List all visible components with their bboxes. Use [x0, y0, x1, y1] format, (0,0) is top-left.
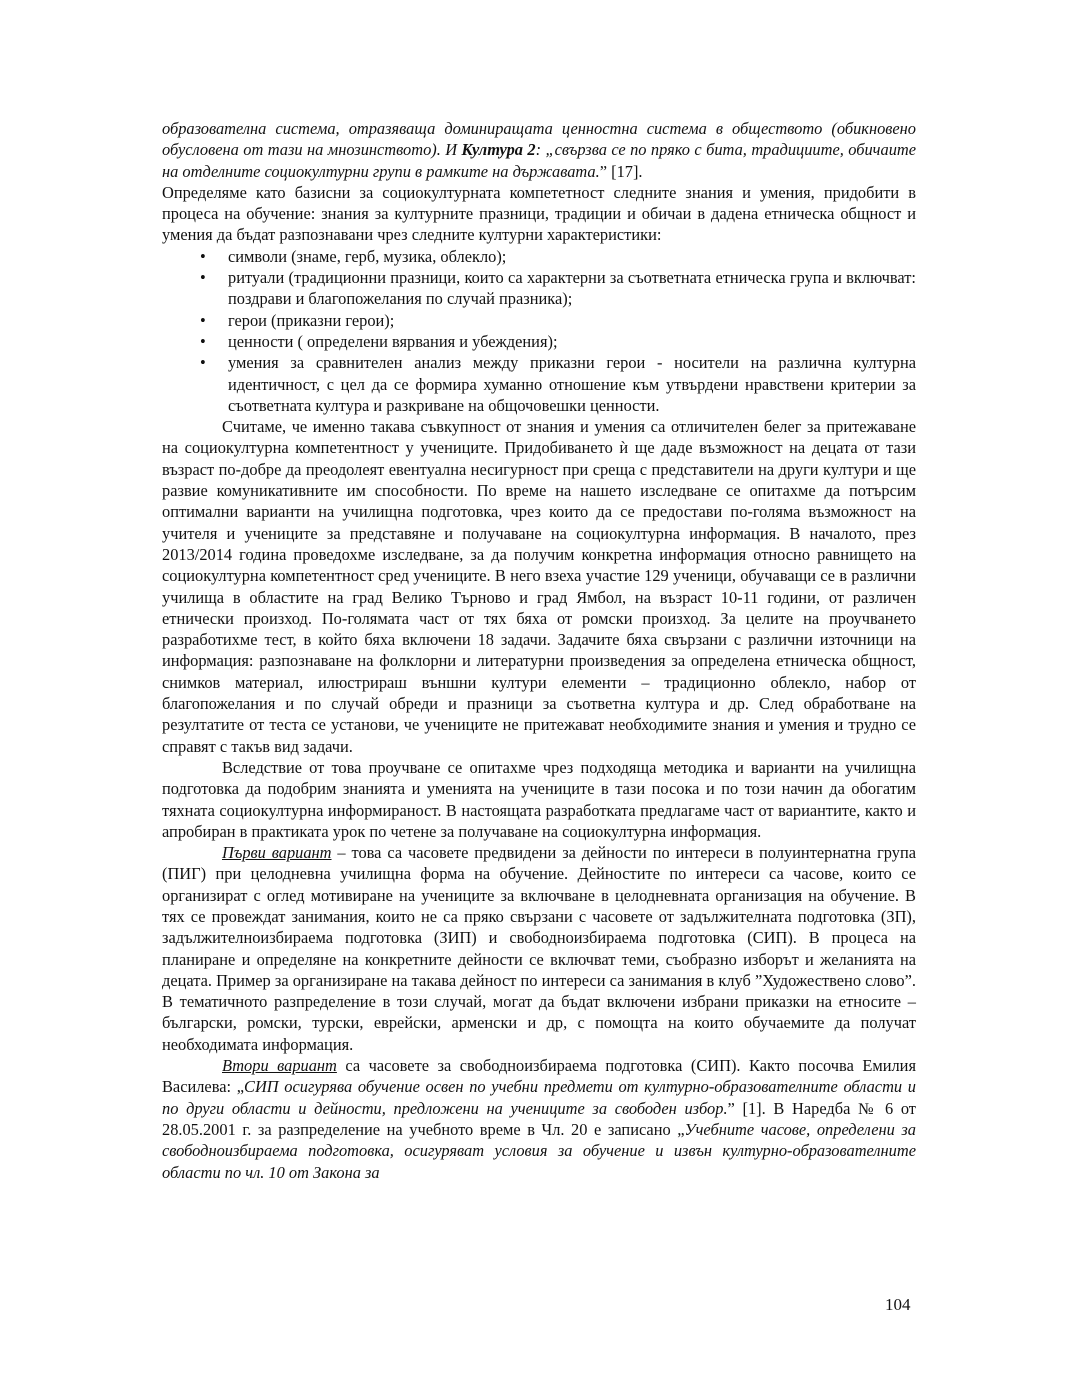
italic-quote: Учебните часове, определени за свободноизбираема подготовка, осигуряват условия за обучение и извън културно-образователните области по чл. 10 от Закона за [162, 1119, 916, 1182]
list-item: • символи (знаме, герб, музика, облекло); [228, 246, 916, 267]
citation: ” [17]. [599, 161, 643, 181]
paragraph-culture-definition [162, 118, 916, 182]
document-page [162, 118, 916, 1183]
second-variant-label: Втори вариант [222, 1056, 337, 1076]
list-item: • ценности ( определени вярвания и убеждения); [228, 331, 916, 352]
paragraph-text: – това са часовете предвидени за дейности по интереси в полуинтернатна група (ПИГ) при целодневна училищна форма на обучение. Дейностите по интереси са часове, които се организират с оглед мотивиране на учениците за включване в целодневната организация на обучение. В тях се провеждат занимания, които не са пряко свързани с часовете от задължителната подготовка (ЗП), задължителноизбираема подготовка (ЗИП) и свободноизбираема подготовка (СИП). В процеса на планиране и определяне на конкретните дейности се включват теми, съобразно изборът и желанията на децата. Пример за организиране на такава дейност по интереси са занимания в клуб ”Художествено слово”. В тематичното разпределение в този случай, могат да бъдат включени избрани приказки на етносите – български, ромски, турски, еврейски, арменски и др, с помощта на които обучаемите да получат необходимата информация. [162, 843, 917, 1054]
italic-quote: СИП осигурява обучение освен по учебни предмети от културно-образователните области и по други области и дейности, предложени на учениците за свободен избор. [162, 1077, 916, 1118]
italic-text: образователна система, отразяваща доминиращата ценностна система в обществото (обикновено обусловена от тази на мнозинството). И [162, 119, 916, 160]
paragraph-text: са часовете за свободноизбираема подготовка (СИП). Както посочва Емилия Василева: „ [162, 1056, 916, 1097]
paragraph-research: Считаме, че именно такава съвкупност от знания и умения са отличителен белег за притежаване на социокултурна компетентност у учениците. Придобиването ѝ ще даде възможност на децата от тази възраст по-добре да преодолеят евентуална несигурност при среща с представители на други култури и ще развие комуникативните им способности. По време на нашето изследване се опитахме да потърсим оптимални варианти на училищна подготовка, чрез които да се предостави по-голяма възможност на учителя и учениците за представяне и получаване на социокултурна информация. В началото, през 2013/2014 година проведохме изследване, за да получим конкретна информация относно равнището на социокултурна компетентност сред учениците. В него взеха участие 129 ученици, обучаващи се в различни училища в областите на град Велико Търново и град Ямбол, на възраст 10-11 години, от различен етнически произход. По-голямата част от тях бяха от ромски произход. За целите на проучването разработихме тест, в който бяха включени 18 задачи. Задачите бяха свързани с различни източници на информация: разпознаване на фолклорни и литературни произведения за определена етническа общност, снимков материал, илюстрираш външни култури елементи – традиционно облекло, набор от благопожелания и по случай обреди и празници за съответна култура и др. След обработване на резултатите от теста се установи, че учениците не притежават необходимите знания и умения и трудно се справят с такъв вид задачи. [162, 417, 916, 756]
bold-term: Култура 2 [461, 140, 536, 160]
list-item: • умения за сравнителен анализ между приказни герои - носители на различна културна идентичност, с цел да се формира хуманно отношение към утвърдени нравствени критерии за съответната култура и разкриване на общочовешки ценности. [228, 352, 916, 416]
paragraph-text: ” [1]. В Наредба № 6 от 28.05.2001 г. за разпределение на учебното време в Чл. 20 е записано „ [162, 1098, 916, 1139]
paragraph-consequence: Вследствие от това проучване се опитахме чрез подходяща методика и варианти на училищна подготовка да подобрим знанията и уменията на учениците в тази посока и по този начин да обогатим тяхната социокултурна информираност. В настоящата разработката предлагаме част от вариантите, както и апробиран в практиката урок по четене за получаване на социокултурна информация. [162, 757, 916, 841]
paragraph-first-variant [162, 842, 916, 1055]
list-item: • герои (приказни герои); [228, 310, 916, 331]
italic-quote: : „свързва се по пряко с бита, традициите, обичаите на отделните социокултурни групи в рамките на държавата. [162, 140, 917, 181]
list-item: • ритуали (традиционни празници, които са характерни за съответната етническа група и включват: поздрави и благопожелания по случай празника); [228, 267, 916, 310]
page-number: 104 [885, 1295, 911, 1314]
paragraph-second-variant [162, 1055, 916, 1183]
bullet-list [162, 246, 916, 416]
first-variant-label: Първи вариант [222, 843, 332, 863]
paragraph-competence-basis: Определяме като базисни за социокултурната компететност следните знания и умения, придобити в процеса на обучение: знания за културните празници, традиции и обичаи в дадена етническа общност и умения да бъдат разпознавани чрез следните културни характеристики: [162, 182, 916, 245]
